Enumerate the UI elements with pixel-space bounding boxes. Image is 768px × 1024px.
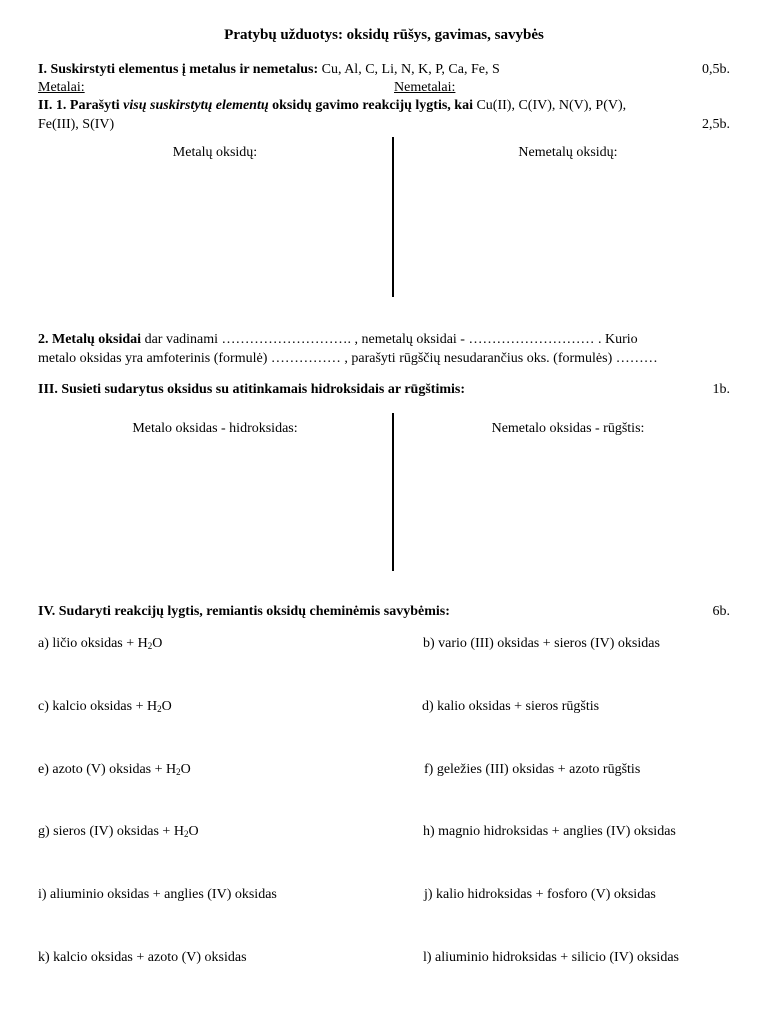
- task2-2-rest: dar vadinami ………………………. , nemetalų oksidai - ……………………… . Kurio: [141, 332, 638, 347]
- task2-2-line2: metalo oksidas yra amfoterinis (formulė) …………… , parašyti rūgščių nesudarančius oks. (formulės) ………: [38, 351, 658, 366]
- task2-heading-b: oksidų gavimo reakcijų lygtis, kai: [268, 98, 477, 113]
- metals-label: Metalai:: [38, 80, 85, 95]
- reaction-c-end: O: [161, 699, 172, 714]
- task1-elements: Cu, Al, C, Li, N, K, P, Ca, Fe, S: [318, 62, 500, 77]
- task1-line: [38, 61, 500, 78]
- task1-points: 0,5b.: [702, 62, 730, 77]
- task4-heading: IV. Sudaryti reakcijų lygtis, remiantis oksidų cheminėmis savybėmis:: [38, 604, 450, 619]
- task2-line2: Fe(III), S(IV): [38, 117, 115, 132]
- reaction-e-sub: 2: [176, 767, 181, 777]
- task1-heading: I. Suskirstyti elementus į metalus ir nemetalus:: [38, 62, 319, 77]
- reaction-c: [38, 698, 172, 715]
- reaction-j: j) kalio hidroksidas + fosforo (V) oksidas: [424, 887, 656, 902]
- column-divider: [392, 413, 394, 571]
- task2-2-bold: 2. Metalų oksidai: [38, 332, 142, 347]
- reaction-a-end: O: [152, 636, 163, 651]
- reaction-g-sub: 2: [183, 829, 189, 839]
- nonmetal-oxides-column-header: Nemetalų oksidų:: [518, 145, 618, 160]
- column-divider: [392, 137, 394, 297]
- reaction-g-text: g) sieros (IV) oksidas + H: [38, 824, 184, 839]
- task2-2-line1: [38, 331, 638, 348]
- task3-points: 1b.: [712, 382, 730, 397]
- task2-valences: Cu(II), C(IV), N(V), P(V),: [476, 98, 627, 113]
- reaction-h: h) magnio hidroksidas + anglies (IV) oksidas: [423, 824, 676, 839]
- task2-line1: [38, 97, 626, 114]
- reaction-e: [38, 761, 191, 778]
- task2-points: 2,5b.: [702, 117, 730, 132]
- reaction-c-sub: 2: [157, 704, 162, 714]
- metal-oxides-column-header: Metalų oksidų:: [172, 145, 258, 160]
- reaction-k: k) kalcio oksidas + azoto (V) oksidas: [38, 950, 247, 965]
- task4-points: 6b.: [712, 604, 730, 619]
- reaction-f: f) geležies (III) oksidas + azoto rūgštis: [424, 762, 641, 777]
- nonmetal-oxide-acid-header: Nemetalo oksidas - rūgštis:: [491, 421, 645, 436]
- page-title: Pratybų užduotys: oksidų rūšys, gavimas, savybės: [224, 27, 544, 43]
- reaction-a: [38, 635, 162, 652]
- reaction-b: b) vario (III) oksidas + sieros (IV) oksidas: [423, 636, 660, 651]
- reaction-e-end: O: [180, 762, 191, 777]
- reaction-i: i) aliuminio oksidas + anglies (IV) oksidas: [38, 887, 277, 902]
- task2-heading-italic: visų suskirstytų elementų: [123, 98, 269, 113]
- reaction-l: l) aliuminio hidroksidas + silicio (IV) oksidas: [423, 950, 679, 965]
- reaction-c-text: c) kalcio oksidas + H: [38, 699, 158, 714]
- reaction-a-sub: 2: [147, 641, 153, 651]
- metal-oxide-hydroxide-header: Metalo oksidas - hidroksidas:: [132, 421, 298, 436]
- reaction-g: [38, 823, 199, 840]
- reaction-g-end: O: [188, 824, 199, 839]
- reaction-a-text: a) ličio oksidas + H: [38, 636, 148, 651]
- task3-heading: III. Susieti sudarytus oksidus su atitinkamais hidroksidais ar rūgštimis:: [38, 382, 465, 397]
- nonmetals-label: Nemetalai:: [394, 80, 456, 95]
- task2-heading-a: II. 1. Parašyti: [38, 98, 124, 113]
- reaction-d: d) kalio oksidas + sieros rūgštis: [422, 699, 600, 714]
- reaction-e-text: e) azoto (V) oksidas + H: [38, 762, 177, 777]
